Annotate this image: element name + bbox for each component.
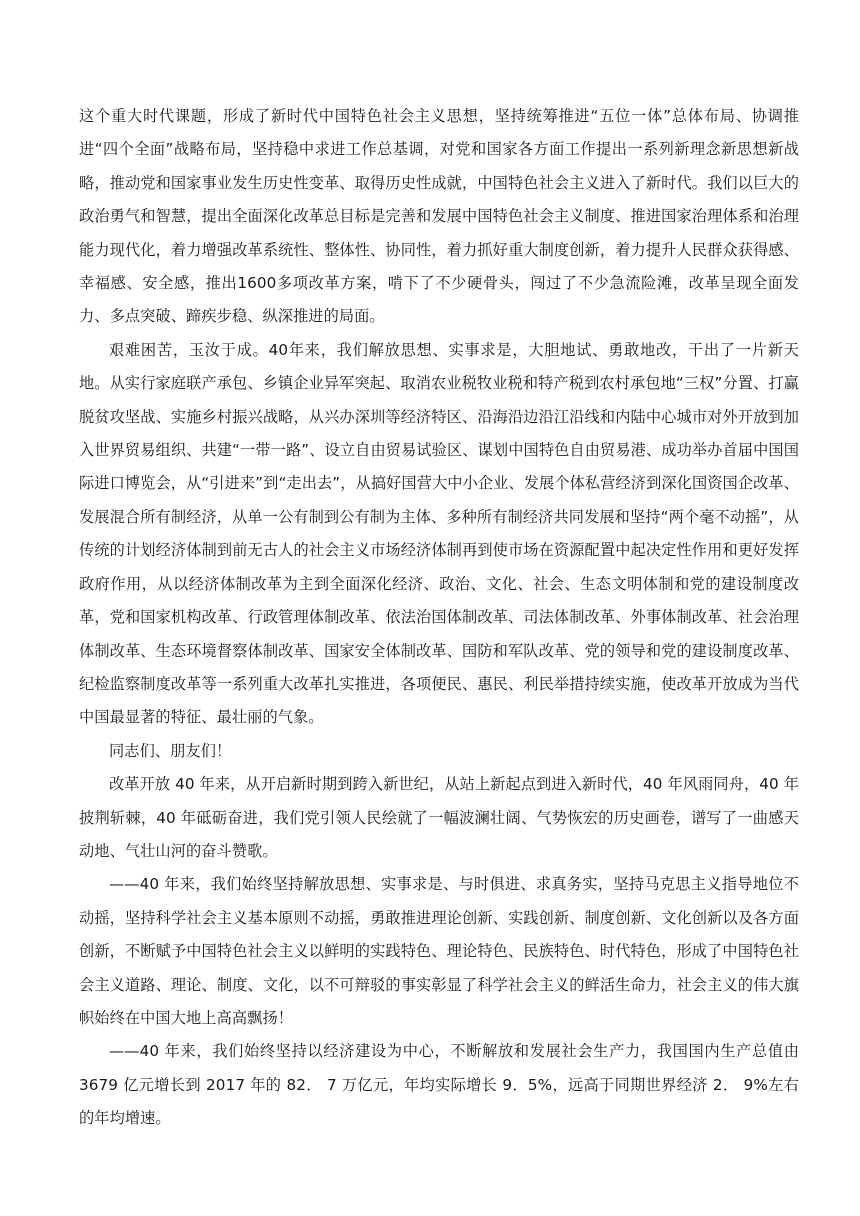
paragraph-2: 艰难困苦，玉汝于成。40年来，我们解放思想、实事求是，大胆地试、勇敢地改，干出了一片新天地。从实行家庭联产承包、乡镇企业异军突起、取消农业税牧业税和特产税到农村承包地“三权”分置、打赢脱贫攻坚战、实施乡村振兴战略，从兴办深圳等经济特区、沿海沿边沿江沿线和内陆中心城市对外开放到加入世界贸易组织、共建“一带一路”、设立自由贸易试验区、谋划中国特色自由贸易港、成功举办首届中国国际进口博览会，从“引进来”到“走出去”，从搞好国营大中小企业、发展个体私营经济到深化国资国企改革、发展混合所有制经济，从单一公有制到公有制为主体、多种所有制经济共同发展和坚持“两个毫不动摇”，从传统的计划经济体制到前无古人的社会主义市场经济体制再到使市场在资源配置中起决定性作用和更好发挥政府作用，从以经济体制改革为主到全面深化经济、政治、文化、社会、生态文明体制和党的建设制度改革，党和国家机构改革、行政管理体制改革、依法治国体制改革、司法体制改革、外事体制改革、社会治理体制改革、生态环境督察体制改革、国家安全体制改革、国防和军队改革、党的领导和党的建设制度改革、纪检监察制度改革等一系列重大改革扎实推进，各项便民、惠民、利民举措持续实施，使改革开放成为当代中国最显著的特征、最壮丽的气象。: [79, 340, 799, 727]
paragraph-6: ——40 年来，我们始终坚持以经济建设为中心，不断解放和发展社会生产力，我国国内生产总值由 3679 亿元增长到 2017 年的 82． 7 万亿元，年均实际增长 9．5%，远高于同期世界经济 2． 9%左右的年均增速。: [79, 1042, 799, 1128]
paragraph-3: 同志们、朋友们！: [109, 741, 232, 760]
paragraph-4: 改革开放 40 年来，从开启新时期到跨入新世纪，从站上新起点到进入新时代，40 年风雨同舟，40 年披荆斩棘，40 年砥砺奋进，我们党引领人民绘就了一幅波澜壮阔、气势恢宏的历史画卷，谱写了一曲感天动地、气壮山河的奋斗赞歌。: [79, 775, 799, 860]
paragraph-5: ——40 年来，我们始终坚持解放思想、实事求是、与时俱进、求真务实，坚持马克思主义指导地位不动摇，坚持科学社会主义基本原则不动摇，勇敢推进理论创新、实践创新、制度创新、文化创新以及各方面创新，不断赋予中国特色社会主义以鲜明的实践特色、理论特色、民族特色、时代特色，形成了中国特色社会主义道路、理论、制度、文化，以不可辩驳的事实彰显了科学社会主义的鲜活生命力，社会主义的伟大旗帜始终在中国大地上高高飘扬！: [79, 875, 799, 1027]
paragraph-1: 这个重大时代课题，形成了新时代中国特色社会主义思想，坚持统筹推进“五位一体”总体布局、协调推进“四个全面”战略布局，坚持稳中求进工作总基调，对党和国家各方面工作提出一系列新理念新思想新战略，推动党和国家事业发生历史性变革、取得历史性成就，中国特色社会主义进入了新时代。我们以巨大的政治勇气和智慧，提出全面深化改革总目标是完善和发展中国特色社会主义制度、推进国家治理体系和治理能力现代化，着力增强改革系统性、整体性、协同性，着力抓好重大制度创新，着力提升人民群众获得感、幸福感、安全感，推出1600多项改革方案，啃下了不少硬骨头，闯过了不少急流险滩，改革呈现全面发力、多点突破、蹄疾步稳、纵深推进的局面。: [79, 107, 799, 326]
document-body: [79, 100, 799, 1136]
